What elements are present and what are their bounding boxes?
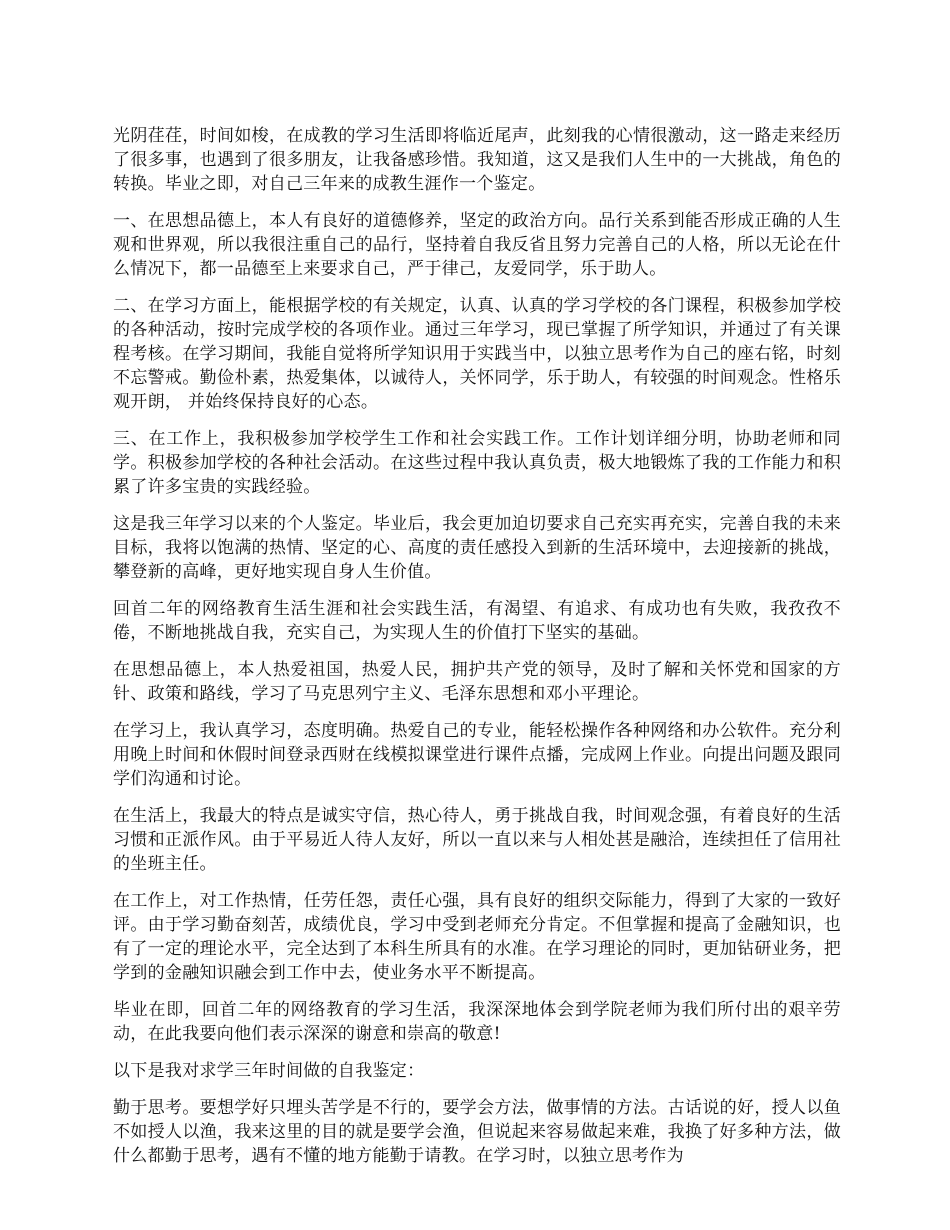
paragraph-thanks: 毕业在即，回首二年的网络教育的学习生活，我深深地体会到学院老师为我们所付出的艰辛劳动，在此我要向他们表示深深的谢意和崇高的敬意!	[113, 1000, 841, 1044]
document-body	[113, 124, 841, 1181]
paragraph-intro: 光阴荏荏，时间如梭，在成教的学习生活即将临近尾声，此刻我的心情很激动，这一路走来经历了很多事，也遇到了很多朋友，让我备感珍惜。我知道，这又是我们人生中的一大挑战，角色的转换。毕业之即，对自己三年来的成教生涯作一个鉴定。	[113, 126, 841, 194]
paragraph-review: 回首二年的网络教育生活生涯和社会实践生活，有渴望、有追求、有成功也有失败，我孜孜不倦，不断地挑战自我，充实自己，为实现人生的价值打下坚实的基础。	[113, 599, 841, 643]
paragraph-study: 二、在学习方面上，能根据学校的有关规定，认真、认真的学习学校的各门课程，积极参加学校的各种活动，按时完成学校的各项作业。通过三年学习，现已掌握了所学知识，并通过了有关课程考核。在学习期间，我能自觉将所学知识用于实践当中，以独立思考作为自己的座右铭，时刻不忘警戒。勤俭朴素，热爱集体，以诚待人，关怀同学，乐于助人，有较强的时间观念。性格乐观开朗， 并始终保持良好的心态。	[113, 296, 841, 412]
paragraph-learning: 在学习上，我认真学习，态度明确。热爱自己的专业，能轻松操作各种网络和办公软件。充分利用晚上时间和休假时间登录西财在线模拟课堂进行课件点播，完成网上作业。向提出问题及跟同学们沟通和讨论。	[113, 721, 841, 789]
paragraph-moral: 一、在思想品德上，本人有良好的道德修养，坚定的政治方向。品行关系到能否形成正确的人生观和世界观，所以我很注重自己的品行，坚持着自我反省且努力完善自己的人格，所以无论在什么情况下，都一品德至上来要求自己，严于律己，友爱同学，乐于助人。	[113, 211, 841, 279]
paragraph-life: 在生活上，我最大的特点是诚实守信，热心待人，勇于挑战自我，时间观念强，有着良好的生活习惯和正派作风。由于平易近人待人友好，所以一直以来与人相处甚是融洽，连续担任了信用社的坐班主任。	[113, 806, 841, 874]
paragraph-thinking: 勤于思考。要想学好只埋头苦学是不行的，要学会方法，做事情的方法。古话说的好，授人以鱼不如授人以渔，我来这里的目的就是要学会渔，但说起来容易做起来难，我换了好多种方法，做什么都勤于思考，遇有不懂的地方能勤于请教。在学习时，以独立思考作为	[113, 1098, 841, 1166]
paragraph-summary: 这是我三年学习以来的个人鉴定。毕业后，我会更加迫切要求自己充实再充实，完善自我的未来目标，我将以饱满的热情、坚定的心、高度的责任感投入到新的生活环境中，去迎接新的挑战，攀登新的高峰，更好地实现自身人生价值。	[113, 514, 841, 582]
paragraph-ideology: 在思想品德上，本人热爱祖国，热爱人民，拥护共产党的领导，及时了解和关怀党和国家的方针、政策和路线，学习了马克思列宁主义、毛泽东思想和邓小平理论。	[113, 660, 841, 704]
paragraph-work: 三、在工作上，我积极参加学校学生工作和社会实践工作。工作计划详细分明，协助老师和同学。积极参加学校的各种社会活动。在这些过程中我认真负责，极大地锻炼了我的工作能力和积累了许多宝贵的实践经验。	[113, 429, 841, 497]
paragraph-self-assessment-intro: 以下是我对求学三年时间做的自我鉴定：	[113, 1061, 425, 1081]
paragraph-job: 在工作上，对工作热情，任劳任怨，责任心强，具有良好的组织交际能力，得到了大家的一致好评。由于学习勤奋刻苦，成绩优良，学习中受到老师充分肯定。不但掌握和提高了金融知识，也有了一定的理论水平，完全达到了本科生所具有的水准。在学习理论的同时，更加钻研业务，把学到的金融知识融会到工作中去，使业务水平不断提高。	[113, 891, 841, 983]
